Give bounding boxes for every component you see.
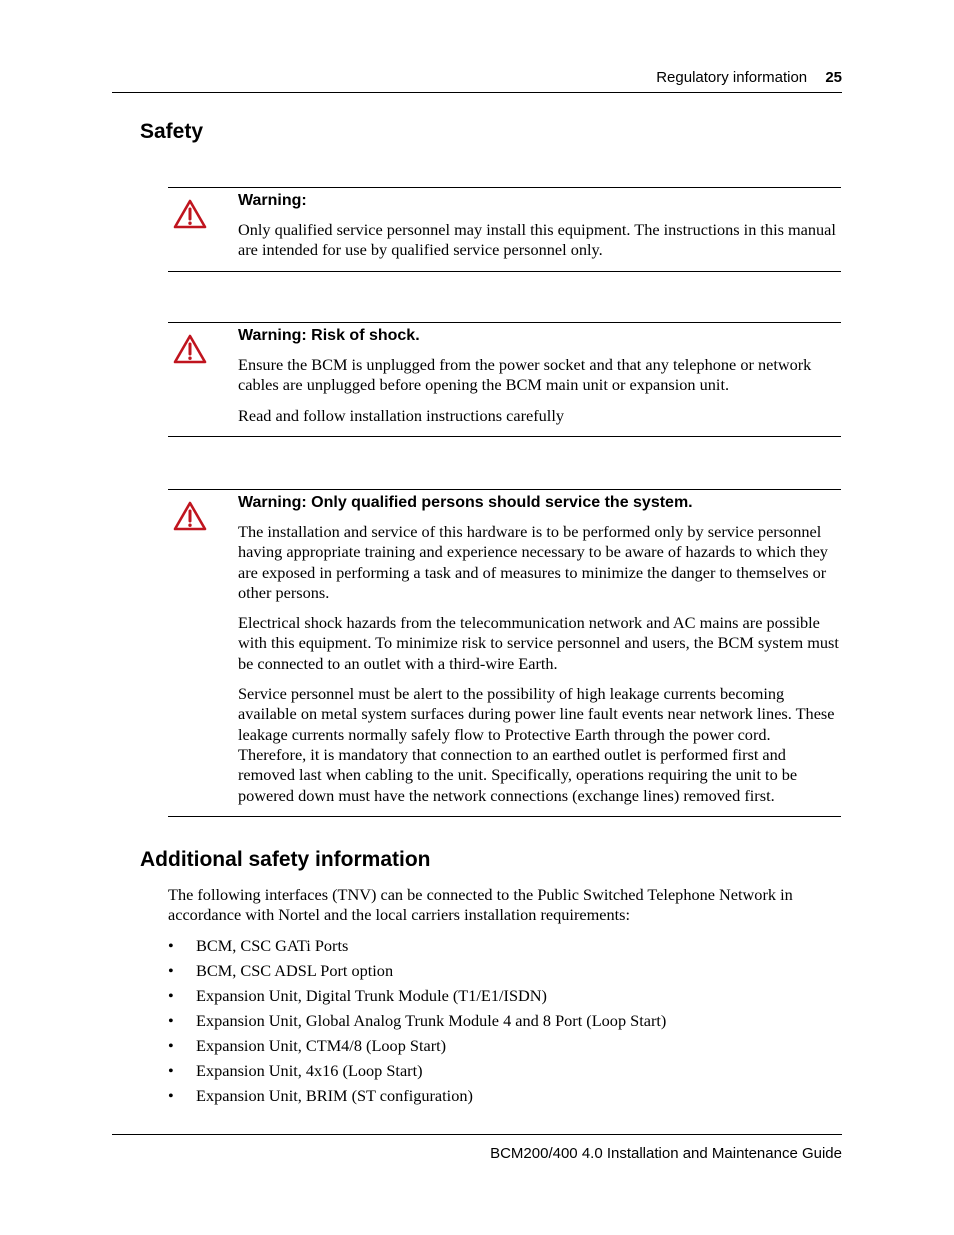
header-section-title: Regulatory information [656,69,808,86]
bullet-icon: • [168,1061,174,1080]
warning-box-2 [168,322,841,437]
list-item-text: BCM, CSC ADSL Port option [196,961,394,980]
bullet-icon: • [168,961,174,980]
bullet-icon: • [168,936,174,955]
footer-document-title: BCM200/400 4.0 Installation and Maintenance Guide [490,1145,842,1162]
warning-title: Warning: Only qualified persons should service the system. [238,494,693,511]
header-text [656,69,842,86]
warning-box-1 [168,187,841,272]
bullet-icon: • [168,986,174,1005]
warning-paragraph: Only qualified service personnel may install this equipment. The instructions in this manual are intended for use by qualified service personnel only. [238,220,836,260]
list-item [168,1086,841,1111]
warning-paragraph: The installation and service of this hardware is to be performed only by service personnel having appropriate training and experience necessary to be aware of hazards to which they are exposed in performing a task and of measures to minimize the danger to themselves or other persons. [238,522,828,602]
warning-title: Warning: [238,192,307,209]
warning-box-3 [168,489,841,817]
bullet-icon: • [168,1086,174,1105]
bullet-icon: • [168,1036,174,1055]
warning-triangle-icon [172,198,208,230]
list-item [168,936,841,961]
page-header [112,68,842,93]
warning-paragraph: Ensure the BCM is unplugged from the power socket and that any telephone or network cables are unplugged before opening the BCM main unit or expansion unit. [238,355,812,395]
list-item-text: Expansion Unit, Global Analog Trunk Module 4 and 8 Port (Loop Start) [196,1011,667,1030]
interfaces-intro: The following interfaces (TNV) can be connected to the Public Switched Telephone Network in accordance with Nortel and the local carriers installation requirements: [168,885,793,925]
list-item-text: Expansion Unit, BRIM (ST configuration) [196,1086,473,1105]
list-item [168,961,841,986]
page-number: 25 [825,69,842,86]
list-item [168,1061,841,1086]
safety-heading: Safety [140,120,204,143]
warning-content [238,490,841,816]
list-item-text: Expansion Unit, Digital Trunk Module (T1/E1/ISDN) [196,986,547,1005]
list-item [168,1011,841,1036]
warning-paragraph: Service personnel must be alert to the possibility of high leakage currents becoming available on metal system surfaces during power line fault events near network lines. These leakage currents normally safely flow to Protective Earth through the power cord. Therefore, it is mandatory that connection to an earthed outlet is performed first and removed last when cabling to the unit. Specifically, operations requiring the unit to be powered down must have the network connections (exchange lines) removed first. [238,684,835,805]
warning-paragraph: Electrical shock hazards from the telecommunication network and AC mains are possible with this equipment. To minimize risk to service personnel and users, the BCM system must be connected to an outlet with a third-wire Earth. [238,613,839,673]
additional-safety-heading: Additional safety information [140,848,431,871]
warning-triangle-icon [172,500,208,532]
list-item [168,1036,841,1061]
warning-title: Warning: Risk of shock. [238,327,420,344]
warning-content [238,323,841,436]
interfaces-list [168,936,841,1111]
list-item-text: BCM, CSC GATi Ports [196,936,349,955]
warning-content [238,188,841,271]
page-footer [112,1134,842,1162]
warning-triangle-icon [172,333,208,365]
warning-paragraph: Read and follow installation instructions carefully [238,405,564,425]
list-item-text: Expansion Unit, CTM4/8 (Loop Start) [196,1036,447,1055]
list-item [168,986,841,1011]
list-item-text: Expansion Unit, 4x16 (Loop Start) [196,1061,423,1080]
bullet-icon: • [168,1011,174,1030]
